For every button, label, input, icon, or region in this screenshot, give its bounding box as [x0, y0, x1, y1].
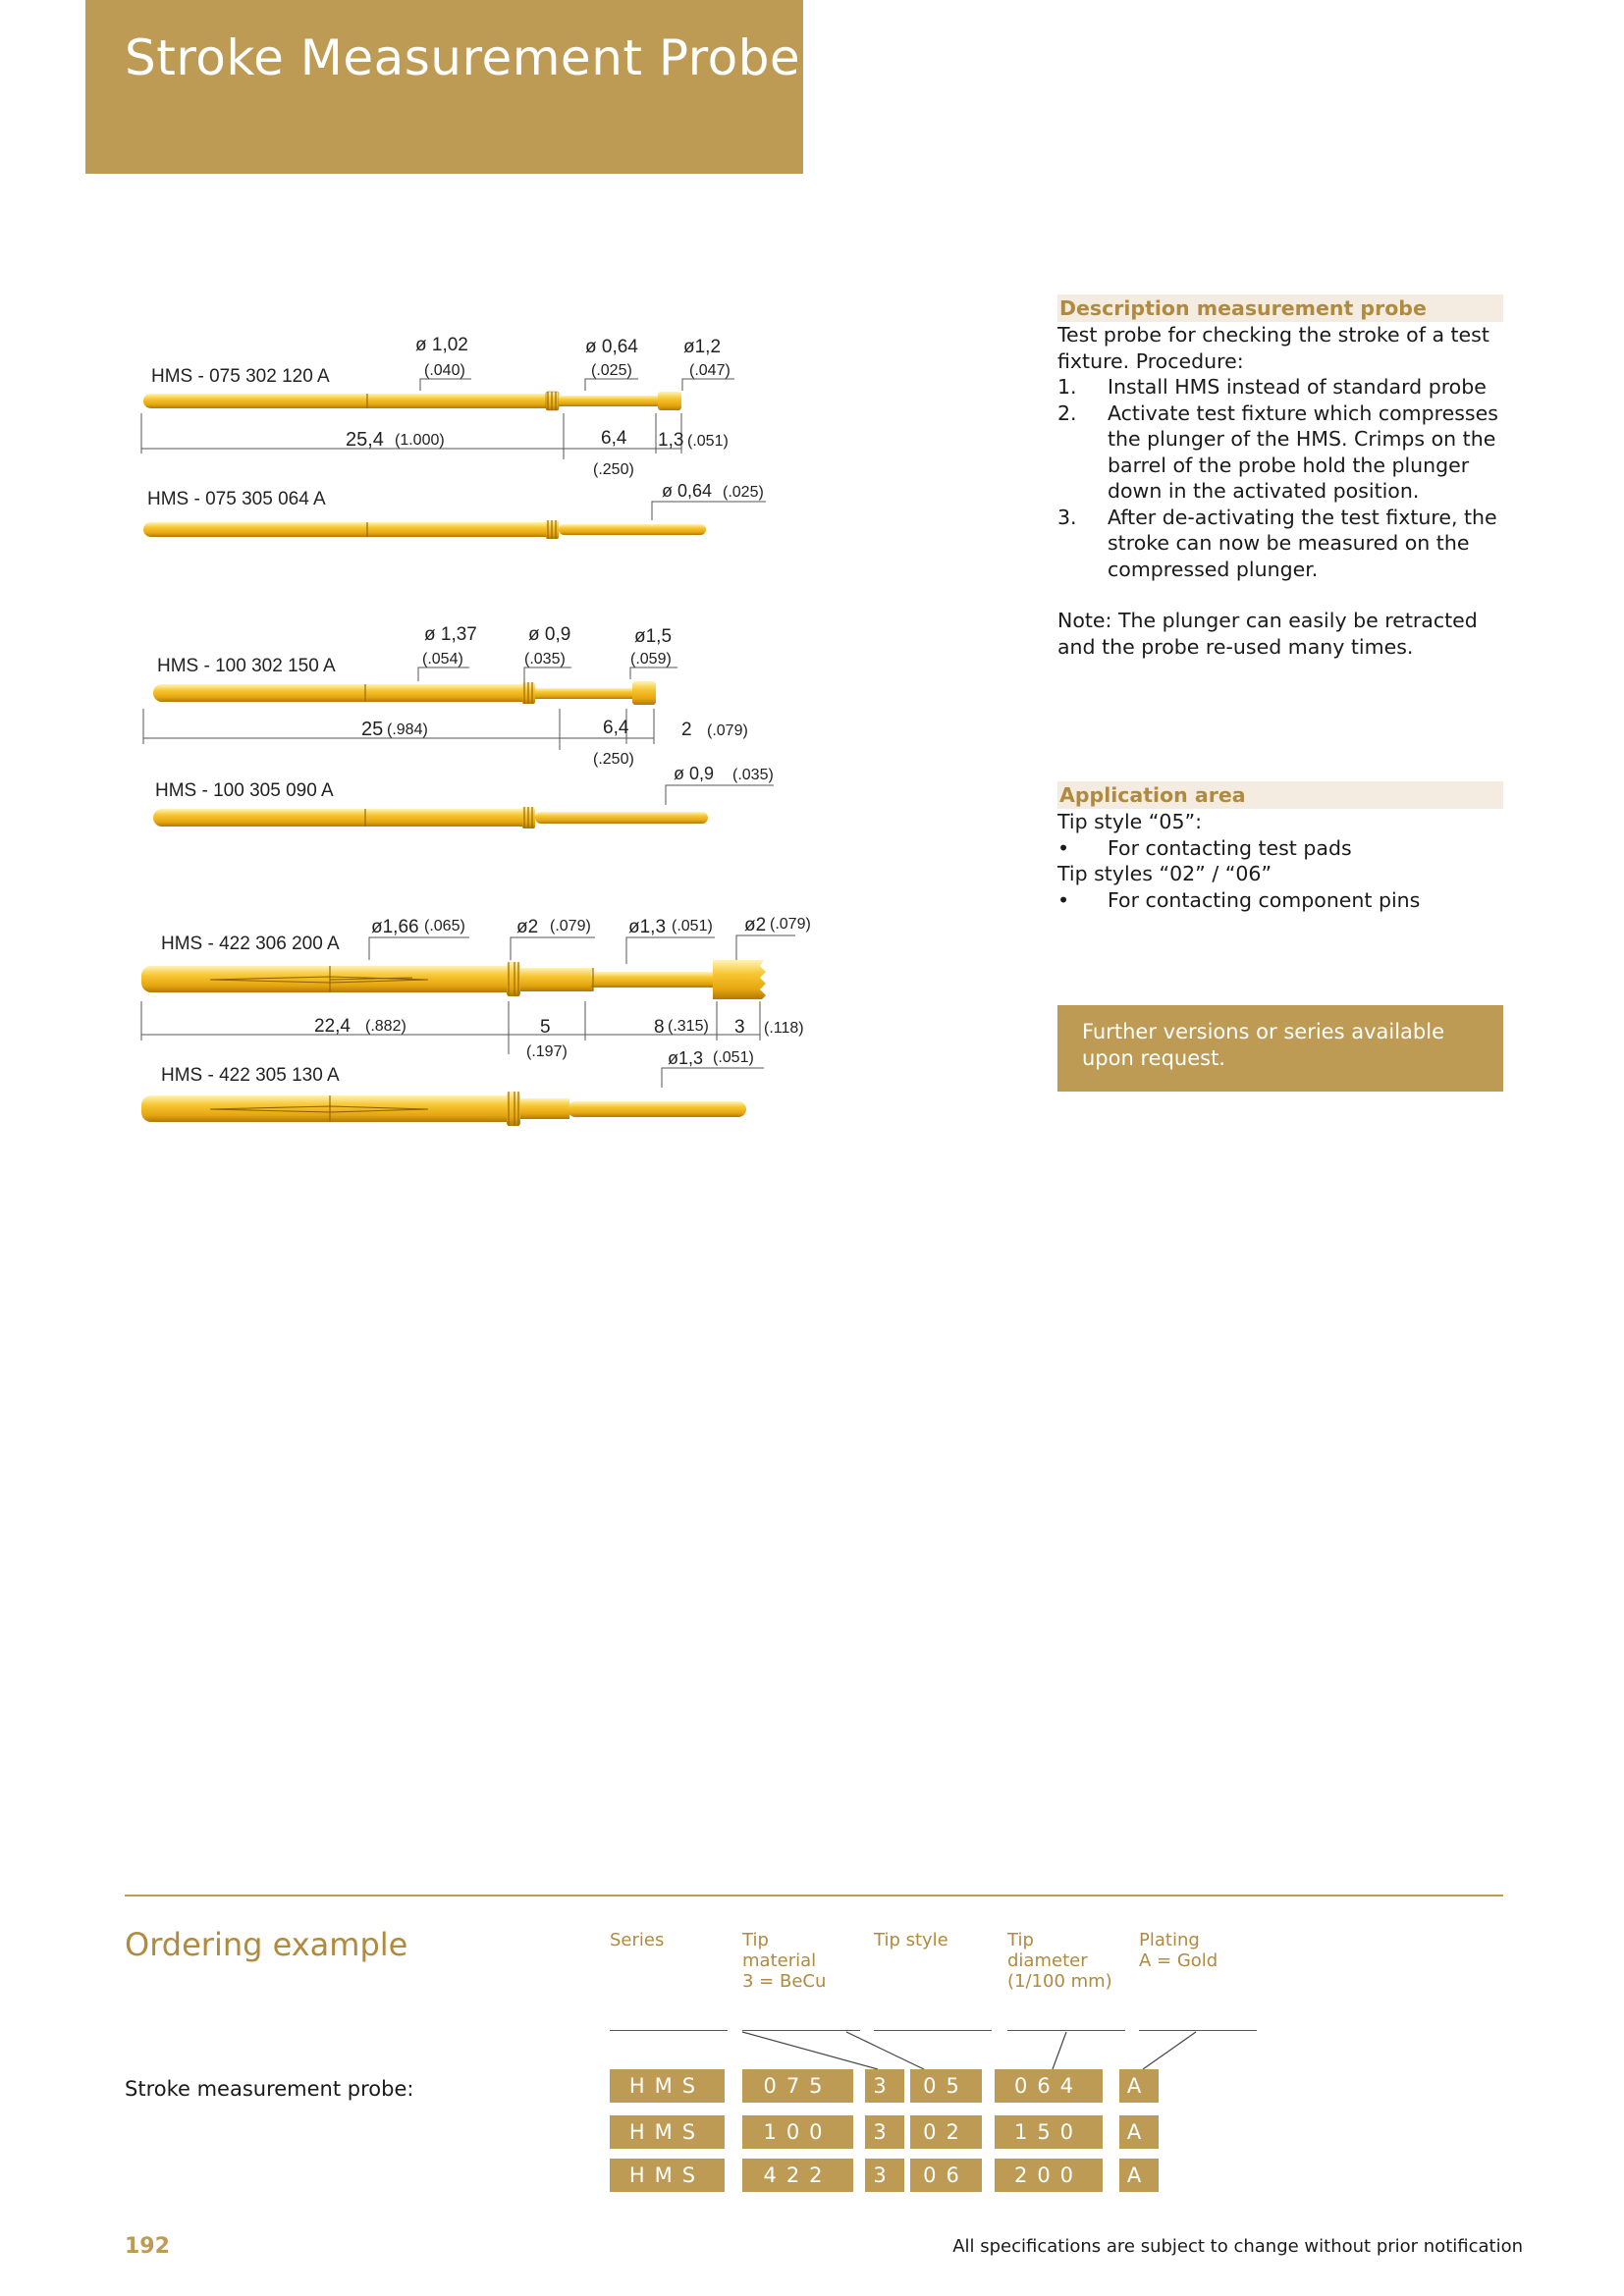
dimension-label: ø 1,02: [415, 335, 468, 355]
further-versions-box: Further versions or series available upon request.: [1057, 1005, 1503, 1092]
column-label: Tip material 3 = BeCu: [742, 1930, 827, 1992]
dimension-label: 2: [681, 720, 692, 740]
tip-style-line: Tip styles “02” / “06”: [1057, 862, 1272, 885]
code-cell: 064: [995, 2069, 1103, 2103]
part-number: HMS - 075 302 120 A: [151, 366, 330, 387]
dimension-label: 5: [540, 1017, 551, 1038]
dimension-label: ø 1,37: [424, 624, 477, 645]
dimension-label: (.065): [424, 918, 465, 934]
application-heading: Application area: [1057, 781, 1503, 809]
footer-disclaimer: All specifications are subject to change without prior notification: [952, 2236, 1523, 2257]
list-item: 3. After de-activating the test fixture, the stroke can now be measured on the compressed plunger.: [1057, 505, 1497, 581]
code-cell: 200: [995, 2159, 1103, 2192]
ordering-title: Ordering example: [125, 1926, 408, 1963]
dimension-label: (.250): [593, 461, 634, 478]
code-cell: 05: [910, 2069, 982, 2103]
code-cell: 3: [865, 2115, 904, 2149]
dimension-label: ø 0,9: [528, 624, 571, 645]
code-cell: 075: [742, 2069, 853, 2103]
dimension-label: (.079): [707, 722, 748, 739]
column-label: Tip style: [874, 1930, 948, 1950]
dimension-label: 1,3: [658, 430, 684, 451]
dimension-label: (.051): [713, 1049, 754, 1066]
dimension-label: 25,4: [346, 429, 384, 451]
dimension-label: (.984): [387, 721, 428, 738]
dimension-label: ø1,3: [628, 917, 667, 937]
dimension-label: (.035): [732, 767, 774, 783]
row-label: Stroke measurement probe:: [125, 2077, 414, 2101]
dimension-label: 8: [654, 1017, 665, 1038]
dimension-label: (.051): [687, 433, 729, 450]
code-cell: 150: [995, 2115, 1103, 2149]
code-cell: 06: [910, 2159, 982, 2192]
part-number: HMS - 075 305 064 A: [147, 489, 326, 509]
code-cell: HMS: [610, 2069, 725, 2103]
code-cell: 100: [742, 2115, 853, 2149]
dimension-label: ø 0,9: [674, 764, 715, 783]
dimension-label: ø1,66: [371, 917, 419, 937]
code-cell: A: [1119, 2115, 1159, 2149]
code-cell: A: [1119, 2159, 1159, 2192]
code-cell: HMS: [610, 2159, 725, 2192]
dimension-label: ø 0,64: [662, 481, 713, 501]
dimension-label: 22,4: [314, 1016, 351, 1037]
dimension-label: (.040): [424, 362, 465, 379]
dimension-label: (.051): [672, 918, 713, 934]
code-cell: 422: [742, 2159, 853, 2192]
dimension-label: 6,4: [603, 718, 629, 738]
part-number: HMS - 422 305 130 A: [161, 1065, 340, 1086]
dimension-label: ø 0,64: [585, 337, 638, 357]
dimension-label: ø2: [516, 917, 539, 937]
tip-style-line: Tip style “05”:: [1057, 810, 1203, 833]
part-number: HMS - 100 305 090 A: [155, 780, 334, 801]
code-cell: 02: [910, 2115, 982, 2149]
dimension-label: (.197): [526, 1043, 568, 1060]
dimension-label: ø2: [744, 915, 767, 935]
dimension-label: (1.000): [395, 432, 445, 449]
dimension-label: (.025): [591, 362, 632, 379]
dimension-label: (.250): [593, 751, 634, 768]
dimension-label: (.025): [723, 484, 764, 501]
page-number: 192: [125, 2234, 170, 2259]
code-cell: HMS: [610, 2115, 725, 2149]
dimension-label: (.315): [668, 1018, 709, 1035]
dimension-label: ø1,5: [634, 626, 673, 647]
description-intro: Test probe for checking the stroke of a test fixture. Procedure:: [1057, 323, 1489, 373]
column-label: Tip diameter (1/100 mm): [1007, 1930, 1112, 1992]
dimension-label: (.047): [689, 362, 731, 379]
dimension-label: ø1,2: [683, 337, 722, 357]
column-label: Plating A = Gold: [1139, 1930, 1218, 1971]
code-cell: 3: [865, 2159, 904, 2192]
list-item: • For contacting component pins: [1057, 887, 1421, 912]
page-title: Stroke Measurement Probe: [125, 29, 801, 86]
dimension-label: (.882): [365, 1018, 406, 1035]
dimension-label: 3: [734, 1017, 745, 1038]
dimension-label: (.079): [550, 918, 591, 934]
description-heading: Description measurement probe: [1057, 294, 1503, 322]
column-label: Series: [610, 1930, 665, 1950]
code-cell: 3: [865, 2069, 904, 2103]
dimension-label: 25: [361, 719, 384, 740]
dimension-label: (.079): [770, 916, 811, 933]
dimension-label: (.118): [764, 1020, 804, 1037]
dimension-label: (.059): [630, 651, 672, 667]
description-note: Note: The plunger can easily be retracted and the probe re-used many times.: [1057, 609, 1478, 659]
list-item: 2. Activate test fixture which compresses the plunger of the HMS. Crimps on the barrel of the probe hold the plunger down in the activated position.: [1057, 400, 1498, 503]
part-number: HMS - 100 302 150 A: [157, 656, 336, 676]
list-item: 1. Install HMS instead of standard probe: [1057, 375, 1487, 399]
dimension-label: 6,4: [601, 428, 627, 449]
list-item: • For contacting test pads: [1057, 835, 1352, 860]
code-cell: A: [1119, 2069, 1159, 2103]
part-number: HMS - 422 306 200 A: [161, 934, 340, 954]
dimension-label: ø1,3: [668, 1048, 704, 1068]
dimension-label: (.054): [422, 651, 463, 667]
dimension-label: (.035): [524, 651, 566, 667]
